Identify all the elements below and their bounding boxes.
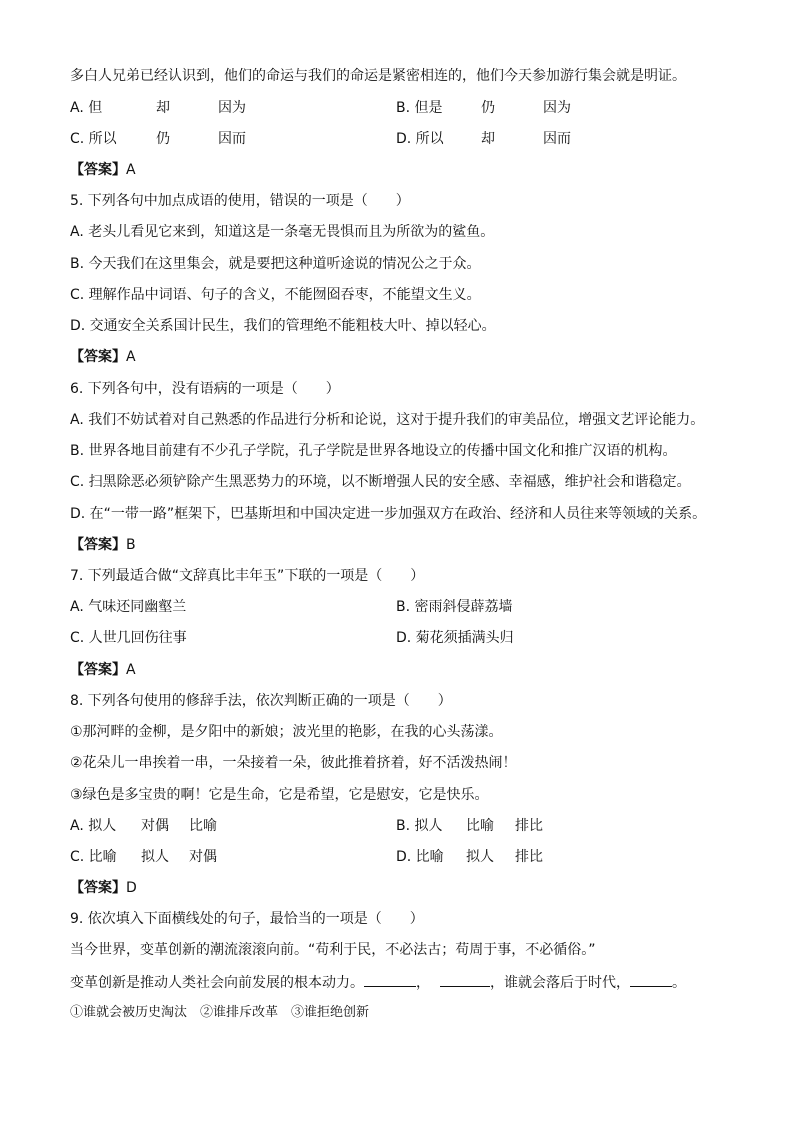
q4-option-d-3: 因而 [543,131,571,147]
q4-option-c-3: 因而 [218,131,246,147]
answer-label: 【答案】 [70,537,126,553]
q5-option-d: D. 交通安全关系国计民生，我们的管理绝不能粗枝大叶、掉以轻心。 [70,318,496,334]
q8-answer [70,878,137,898]
q4-option-b-2: 仍 [481,100,495,116]
q8-stem: 8. 下列各句使用的修辞手法，依次判断正确的一项是（ ） [70,693,452,709]
fill-blank-3 [630,972,672,987]
fill-blank-1 [364,972,416,987]
q9-choices: ①谁就会被历史淘汰 ②谁排斥改革 ③谁拒绝创新 [70,1005,370,1020]
q4-option-c-1: C. 所以 [70,131,117,147]
q8-option-b-2: 比喻 [466,818,494,834]
answer-label: 【答案】 [70,662,126,678]
answer-label: 【答案】 [70,162,126,178]
q6-option-d: D. 在“一带一路”框架下，巴基斯坦和中国决定进一步加强双方在政治、经济和人员往来等领域的关系。 [70,506,707,522]
q5-stem: 5. 下列各句中加点成语的使用，错误的一项是（ ） [70,193,410,209]
q5-option-b: B. 今天我们在这里集会，就是要把这种道听途说的情况公之于众。 [70,256,481,272]
q4-option-a-1: A. 但 [70,100,103,116]
q9-stem: 9. 依次填入下面横线处的句子，最恰当的一项是（ ） [70,911,424,927]
q5-option-c: C. 理解作品中词语、句子的含义，不能囫囵吞枣，不能望文生义。 [70,287,481,303]
q8-option-a-1: A. 拟人 [70,818,117,834]
q5-answer [70,347,136,367]
q8-option-c-2: 拟人 [141,849,169,865]
q4-answer [70,160,136,180]
q4-option-a-2: 却 [156,100,170,116]
q9-passage-2-mid: ，谁就会落后于时代， [490,975,630,991]
fill-blank-2 [440,972,490,987]
q4-option-d-1: D. 所以 [396,131,444,147]
q5-option-a: A. 老头儿看见它来到，知道这是一条毫无畏惧而且为所欲为的鲨鱼。 [70,224,495,240]
q6-stem: 6. 下列各句中，没有语病的一项是（ ） [70,381,340,397]
q8-sentence-2: ②花朵儿一串挨着一串，一朵接着一朵，彼此推着挤着，好不活泼热闹！ [70,755,517,771]
q6-answer [70,535,136,555]
q9-separator: ， [416,975,430,991]
q8-option-d-1: D. 比喻 [396,849,444,865]
q8-sentence-1: ①那河畔的金柳，是夕阳中的新娘；波光里的艳影，在我的心头荡漾。 [70,724,503,740]
q4-option-b-1: B. 但是 [396,100,443,116]
q7-option-d: D. 菊花须插满头归 [396,630,514,646]
q6-option-c: C. 扫黑除恶必须铲除产生黑恶势力的环境，以不断增强人民的安全感、幸福感，维护社会和谐稳定。 [70,474,691,490]
q4-option-b-3: 因为 [543,100,571,116]
q8-option-c-1: C. 比喻 [70,849,117,865]
q8-option-d-2: 拟人 [466,849,494,865]
q8-sentence-3: ③绿色是多宝贵的啊！它是生命，它是希望，它是慰安，它是快乐。 [70,787,489,803]
q9-passage-2 [70,972,686,993]
answer-value: D [126,880,137,896]
answer-value: A [126,349,136,365]
answer-label: 【答案】 [70,349,126,365]
q7-option-c: C. 人世几回伤往事 [70,630,187,646]
q8-option-a-3: 比喻 [189,818,217,834]
q4-option-a [70,98,102,118]
q7-option-a: A. 气味还同幽壑兰 [70,599,187,615]
q8-option-c-3: 对偶 [189,849,217,865]
q6-option-b: B. 世界各地目前建有不少孔子学院，孔子学院是世界各地设立的传播中国文化和推广汉语的机构。 [70,443,677,459]
q8-option-a-2: 对偶 [141,818,169,834]
q9-passage-2-start: 变革创新是推动人类社会向前发展的根本动力。 [70,975,364,991]
q4-option-c-2: 仍 [156,131,170,147]
q4-option-d-2: 却 [481,131,495,147]
answer-value: B [126,537,136,553]
q6-option-a: A. 我们不妨试着对自己熟悉的作品进行分析和论说，这对于提升我们的审美品位，增强文艺评论能力。 [70,412,705,428]
q8-option-b-1: B. 拟人 [396,818,443,834]
q4-option-a-3: 因为 [218,100,246,116]
answer-value: A [126,662,136,678]
previous-question-tail: 多白人兄弟已经认识到，他们的命运与我们的命运是紧密相连的，他们今天参加游行集会就是明证。 [70,68,686,84]
q9-passage-1: 当今世界，变革创新的潮流滚滚向前。“苟利于民，不必法古；苟周于事，不必循俗。” [70,942,596,958]
q8-option-b-3: 排比 [515,818,543,834]
q9-passage-2-end: 。 [672,975,686,991]
answer-label: 【答案】 [70,880,126,896]
q7-option-b: B. 密雨斜侵薜荔墙 [396,599,513,615]
q8-option-d-3: 排比 [515,849,543,865]
q7-answer [70,660,136,680]
q7-stem: 7. 下列最适合做“文辞真比丰年玉”下联的一项是（ ） [70,568,425,584]
answer-value: A [126,162,136,178]
